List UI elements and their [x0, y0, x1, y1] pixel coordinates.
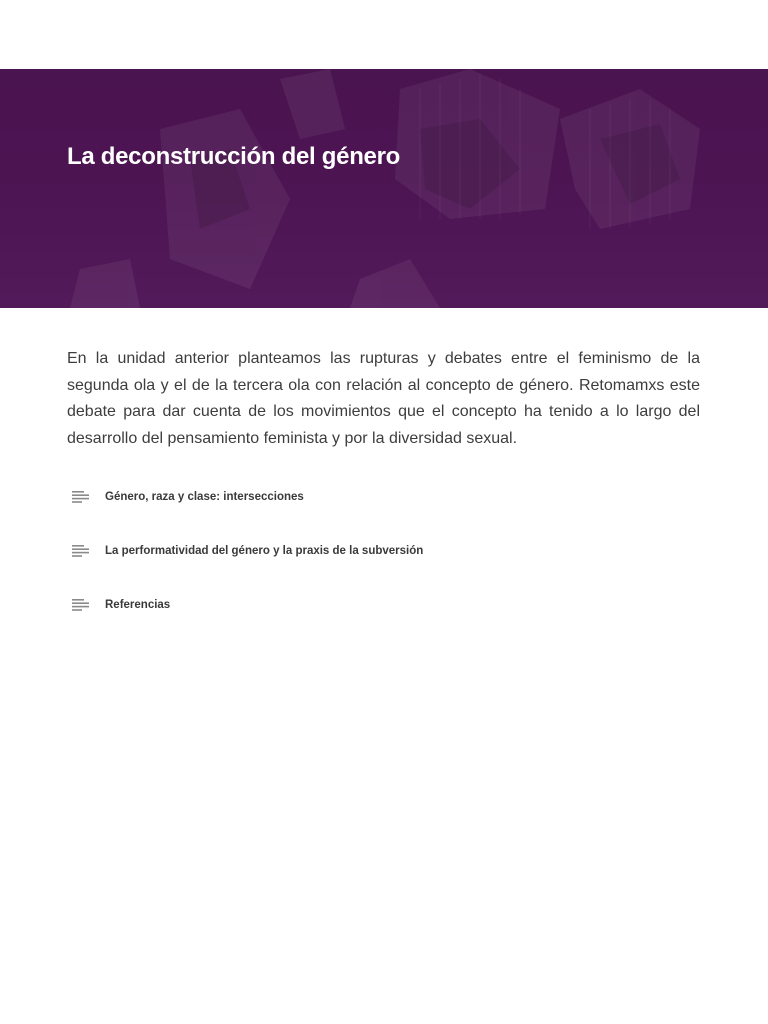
page-title: La deconstrucción del género	[67, 143, 401, 170]
list-lines-icon	[72, 599, 90, 611]
hero-banner	[0, 69, 768, 308]
intro-paragraph: En la unidad anterior planteamos las rupturas y debates entre el feminismo de la segunda ola y el de la tercera ola con relación al concepto de género. Retomamxs este debate para dar cuenta de los movimientos que el concepto ha tenido a lo largo del desarrollo del pensamiento feminista y por la diversidad sexual.	[67, 350, 700, 447]
toc-item-label: Género, raza y clase: intersecciones	[105, 491, 304, 503]
table-of-contents	[72, 480, 702, 642]
toc-item-interseccionalidad[interactable]	[72, 480, 702, 514]
list-lines-icon	[72, 545, 90, 557]
hero-background-image	[0, 69, 768, 308]
toc-item-label: La performatividad del género y la praxis de la subversión	[105, 545, 424, 557]
toc-item-referencias[interactable]	[72, 588, 702, 622]
toc-item-performatividad[interactable]	[72, 534, 702, 568]
list-lines-icon	[72, 491, 90, 503]
toc-item-label: Referencias	[105, 599, 171, 611]
